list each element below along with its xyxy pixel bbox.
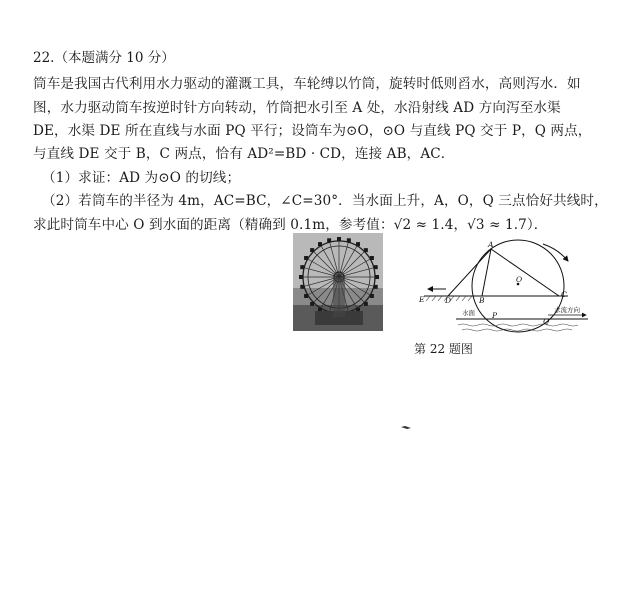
label-o: O [516,275,523,284]
figure-caption: 第 22 题图 [414,342,473,356]
label-a: A [488,240,494,249]
label-water-surface: 水面 [462,309,475,317]
problem-text-line-4: 与直线 DE 交于 B，C 两点，恰有 AD²=BD · CD，连接 AB，AC． [33,146,455,162]
label-d: D [445,296,452,305]
label-p: P [492,311,498,320]
label-b: B [479,296,485,305]
sub-question-2-continued: 求此时筒车中心 O 到水面的距离（精确到 0.1m，参考值：√2 ≈ 1.4，√3 ≈ 1.7）． [33,217,548,233]
label-q: Q [543,317,550,326]
segment-ac [491,249,559,296]
sub-question-2: （2）若筒车的半径为 4m，AC=BC，∠C=30°．当水面上升，A，O，Q 三点恰好共线时， [42,193,608,209]
label-e: E [419,295,425,304]
scan-speck [400,424,412,430]
label-c: C [561,290,567,299]
question-header: 22.（本题满分 10 分） [33,50,175,66]
rotation-arrow [543,244,568,261]
sub-question-1: （1）求证：AD 为⊙O 的切线； [42,170,241,186]
label-flow-direction: 水流方向 [554,306,580,314]
circle-o [472,240,564,332]
problem-text-line-2: 图，水力驱动筒车按逆时针方向转动，竹筒把水引至 A 处，水沿射线 AD 方向泻至水渠 [33,100,561,116]
problem-text-line-1: 筒车是我国古代利用水力驱动的灌溉工具，车轮缚以竹筒，旋转时低则舀水，高则泻水．如 [33,76,581,92]
water-wheel-photo [293,233,383,331]
segment-ad [448,249,491,296]
problem-text-line-3: DE，水渠 DE 所在直线与水面 PQ 平行；设筒车为⊙O，⊙O 与直线 PQ 交于 P，Q 两点， [33,123,592,139]
geometry-figure [418,239,590,334]
